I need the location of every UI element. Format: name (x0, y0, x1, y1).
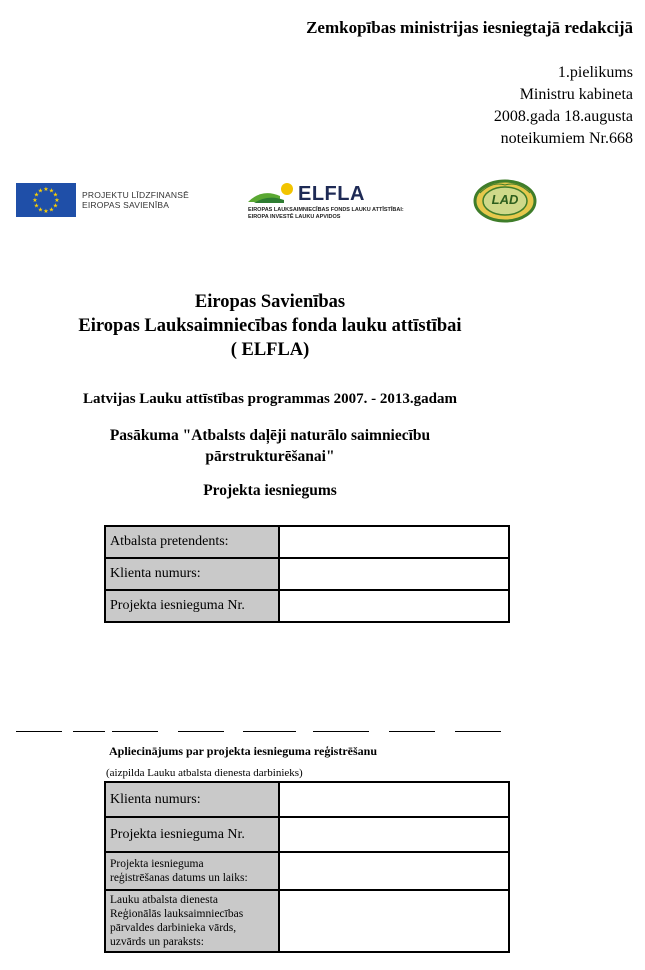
cut-line-dash (112, 731, 158, 732)
cert-officer-signature-label (105, 890, 279, 952)
svg-text:★: ★ (48, 187, 55, 195)
cert-registration-datetime-field[interactable] (279, 852, 509, 890)
table-row (105, 558, 509, 590)
svg-text:★: ★ (54, 197, 60, 204)
label-line: reģistrēšanas datums un laiks: (110, 872, 248, 884)
label-line: Reģionālās lauksaimniecības (110, 908, 244, 920)
svg-text:★: ★ (33, 202, 40, 210)
application-number-label: Projekta iesnieguma Nr. (105, 590, 279, 622)
applicant-info-table (104, 525, 510, 623)
annex-line: noteikumiem Nr.668 (500, 130, 633, 147)
fund-title (0, 290, 540, 362)
client-number-label: Klienta numurs: (105, 558, 279, 590)
eu-logo-text (82, 190, 189, 210)
eu-logo-line: PROJEKTU LĪDZFINANSĒ (82, 190, 189, 200)
cut-line-dash (73, 731, 105, 732)
elfla-landscape-icon (248, 182, 294, 204)
svg-text:★: ★ (48, 206, 55, 214)
eu-logo-line: EIROPAS SAVIENĪBA (82, 200, 170, 210)
elfla-subtitle (248, 207, 438, 221)
application-number-field[interactable] (279, 590, 509, 622)
svg-text:★: ★ (52, 191, 59, 199)
cert-application-number-field[interactable] (279, 817, 509, 852)
table-row (105, 526, 509, 558)
svg-text:★: ★ (37, 187, 44, 195)
cut-line-dash (313, 731, 369, 732)
elfla-sub-line: EIROPA INVESTĒ LAUKU APVIDOS (248, 214, 341, 220)
label-line: Lauku atbalsta dienesta (110, 894, 218, 906)
cut-line-dash (178, 731, 224, 732)
measure-title (0, 425, 540, 467)
label-line: pārvaldes darbinieka vārds, (110, 922, 237, 934)
table-row (105, 817, 509, 852)
certificate-subtitle: (aizpilda Lauku atbalsta dienesta darbinieks) (106, 767, 303, 779)
cut-line-dash (243, 731, 296, 732)
label-line: uzvārds un paraksts: (110, 936, 204, 948)
cut-line-dash (389, 731, 435, 732)
cert-client-number-field[interactable] (279, 782, 509, 817)
client-number-field[interactable] (279, 558, 509, 590)
annex-line: 1.pielikums (557, 64, 633, 81)
lad-logo (472, 179, 538, 228)
lad-logo-text: LAD (491, 192, 519, 207)
measure-title-line: Pasākuma "Atbalsts daļēji naturālo saimniecību (109, 427, 431, 444)
table-row (105, 890, 509, 952)
project-heading: Projekta iesniegums (203, 482, 337, 499)
certificate-title: Apliecinājums par projekta iesnieguma reģistrēšanu (109, 744, 378, 758)
svg-text:★: ★ (33, 191, 40, 199)
fund-title-line: Eiropas Savienības (194, 292, 346, 312)
label-line: Projekta iesnieguma (110, 858, 204, 870)
registration-certificate-table (104, 781, 510, 953)
table-row (105, 590, 509, 622)
annex-block (306, 62, 633, 150)
elfla-logo (248, 182, 438, 221)
table-row (105, 852, 509, 890)
svg-text:★: ★ (32, 197, 38, 204)
applicant-field[interactable] (279, 526, 509, 558)
eu-cofinancing-logo (16, 183, 189, 217)
fund-title-line: Eiropas Lauksaimniecības fonda lauku attīstībai (78, 316, 462, 336)
annex-line: Ministru kabineta (519, 86, 633, 103)
fund-title-line: ( ELFLA) (230, 340, 310, 360)
programme-title: Latvijas Lauku attīstības programmas 2007. - 2013.gadam (83, 391, 457, 407)
cert-client-number-label: Klienta numurs: (105, 782, 279, 817)
eu-flag-icon (16, 183, 76, 217)
elfla-wordmark: ELFLA (298, 183, 365, 205)
cert-officer-signature-field[interactable] (279, 890, 509, 952)
svg-text:★: ★ (43, 208, 49, 215)
elfla-sub-line: EIROPAS LAUKSAIMNIECĪBAS FONDS LAUKU ATTĪSTĪBAI: (248, 207, 404, 213)
cut-line-dash (455, 731, 501, 732)
svg-text:★: ★ (52, 202, 59, 210)
svg-text:★: ★ (37, 206, 44, 214)
measure-title-line: pārstrukturēšanai" (205, 448, 335, 465)
table-row (105, 782, 509, 817)
cert-registration-datetime-label (105, 852, 279, 890)
cut-line-dash (16, 731, 62, 732)
submission-title: Zemkopības ministrijas iesniegtajā redakcijā (306, 18, 633, 37)
cert-application-number-label: Projekta iesnieguma Nr. (105, 817, 279, 852)
document-header (306, 18, 633, 150)
annex-line: 2008.gada 18.augusta (493, 108, 633, 125)
svg-text:★: ★ (43, 186, 49, 193)
applicant-label: Atbalsta pretendents: (105, 526, 279, 558)
